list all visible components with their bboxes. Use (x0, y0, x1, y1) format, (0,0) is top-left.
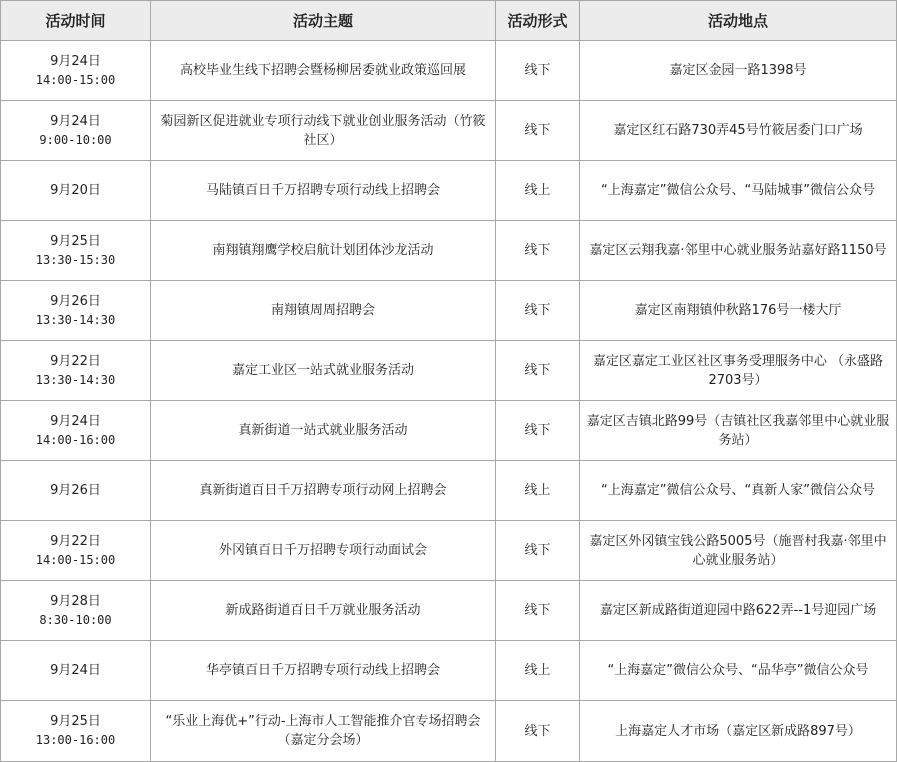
event-time-range: 8:30-10:00 (39, 612, 112, 627)
header-place: 活动地点 (580, 1, 897, 41)
topic-cell: 南翔镇翔鹰学校启航计划团体沙龙活动 (151, 221, 496, 281)
time-cell (1, 41, 151, 101)
place-cell: “上海嘉定”微信公众号、“品华亭”微信公众号 (580, 641, 897, 701)
table-row (1, 341, 897, 401)
topic-cell: 马陆镇百日千万招聘专项行动线上招聘会 (151, 161, 496, 221)
topic-cell: 高校毕业生线下招聘会暨杨柳居委就业政策巡回展 (151, 41, 496, 101)
place-cell: 嘉定区金园一路1398号 (580, 41, 897, 101)
place-cell: “上海嘉定”微信公众号、“真新人家”微信公众号 (580, 461, 897, 521)
form-cell: 线下 (496, 281, 580, 341)
form-cell: 线下 (496, 221, 580, 281)
event-time-range: 13:30-15:30 (35, 252, 116, 267)
time-cell (1, 701, 151, 762)
event-time-range: 14:00-15:00 (35, 552, 116, 567)
event-date: 9月26日 (50, 293, 101, 309)
place-cell: 嘉定区新成路街道迎园中路622弄--1号迎园广场 (580, 581, 897, 641)
form-cell: 线下 (496, 41, 580, 101)
table-header (1, 1, 897, 41)
time-cell (1, 161, 151, 221)
header-form: 活动形式 (496, 1, 580, 41)
event-date: 9月24日 (50, 113, 101, 129)
event-date: 9月24日 (50, 53, 101, 69)
time-cell (1, 401, 151, 461)
time-cell (1, 341, 151, 401)
topic-cell: 外冈镇百日千万招聘专项行动面试会 (151, 521, 496, 581)
table-row (1, 281, 897, 341)
table-body (1, 41, 897, 762)
form-cell: 线上 (496, 461, 580, 521)
form-cell: 线下 (496, 341, 580, 401)
table-row (1, 401, 897, 461)
event-time-range: 13:30-14:30 (35, 372, 116, 387)
time-cell (1, 521, 151, 581)
table-row (1, 641, 897, 701)
topic-cell: 华亭镇百日千万招聘专项行动线上招聘会 (151, 641, 496, 701)
event-date: 9月22日 (50, 533, 101, 549)
form-cell: 线下 (496, 701, 580, 762)
event-time-range: 14:00-15:00 (35, 72, 116, 87)
table-row (1, 221, 897, 281)
topic-cell: 真新街道百日千万招聘专项行动网上招聘会 (151, 461, 496, 521)
form-cell: 线上 (496, 161, 580, 221)
event-time-range: 13:30-14:30 (35, 312, 116, 327)
topic-cell: 菊园新区促进就业专项行动线下就业创业服务活动（竹筱社区） (151, 101, 496, 161)
table-row (1, 521, 897, 581)
table-row (1, 161, 897, 221)
time-cell (1, 641, 151, 701)
table-row (1, 101, 897, 161)
time-cell (1, 221, 151, 281)
form-cell: 线上 (496, 641, 580, 701)
table-row (1, 41, 897, 101)
place-cell: “上海嘉定”微信公众号、“马陆城事”微信公众号 (580, 161, 897, 221)
time-cell (1, 281, 151, 341)
place-cell: 嘉定区云翔我嘉·邻里中心就业服务站嘉好路1150号 (580, 221, 897, 281)
table-row (1, 701, 897, 762)
header-row (1, 1, 897, 41)
place-cell: 嘉定区吉镇北路99号（吉镇社区我嘉邻里中心就业服务站） (580, 401, 897, 461)
form-cell: 线下 (496, 581, 580, 641)
time-cell (1, 101, 151, 161)
event-date: 9月28日 (50, 593, 101, 609)
topic-cell: 南翔镇周周招聘会 (151, 281, 496, 341)
event-date: 9月24日 (50, 663, 101, 678)
event-date: 9月25日 (50, 714, 101, 729)
place-cell: 嘉定区外冈镇宝钱公路5005号（施晋村我嘉·邻里中心就业服务站） (580, 521, 897, 581)
form-cell: 线下 (496, 521, 580, 581)
event-time-range: 9:00-10:00 (39, 132, 112, 147)
table-row (1, 461, 897, 521)
event-date: 9月22日 (50, 353, 101, 369)
topic-cell: “乐业上海优+”行动-上海市人工智能推介官专场招聘会（嘉定分会场） (151, 701, 496, 762)
time-cell (1, 461, 151, 521)
table-row (1, 581, 897, 641)
header-time: 活动时间 (1, 1, 151, 41)
topic-cell: 嘉定工业区一站式就业服务活动 (151, 341, 496, 401)
place-cell: 嘉定区红石路730弄45号竹筱居委门口广场 (580, 101, 897, 161)
topic-cell: 真新街道一站式就业服务活动 (151, 401, 496, 461)
place-cell: 嘉定区嘉定工业区社区事务受理服务中心 （永盛路2703号） (580, 341, 897, 401)
event-date: 9月24日 (50, 413, 101, 429)
place-cell: 嘉定区南翔镇仲秋路176号一楼大厅 (580, 281, 897, 341)
event-date: 9月26日 (50, 483, 101, 498)
event-date: 9月25日 (50, 233, 101, 249)
form-cell: 线下 (496, 101, 580, 161)
form-cell: 线下 (496, 401, 580, 461)
time-cell (1, 581, 151, 641)
event-date: 9月20日 (50, 183, 101, 198)
header-topic: 活动主题 (151, 1, 496, 41)
event-time-range: 13:00-16:00 (35, 733, 116, 747)
topic-cell: 新成路街道百日千万就业服务活动 (151, 581, 496, 641)
event-time-range: 14:00-16:00 (35, 432, 116, 447)
place-cell: 上海嘉定人才市场（嘉定区新成路897号） (580, 701, 897, 762)
